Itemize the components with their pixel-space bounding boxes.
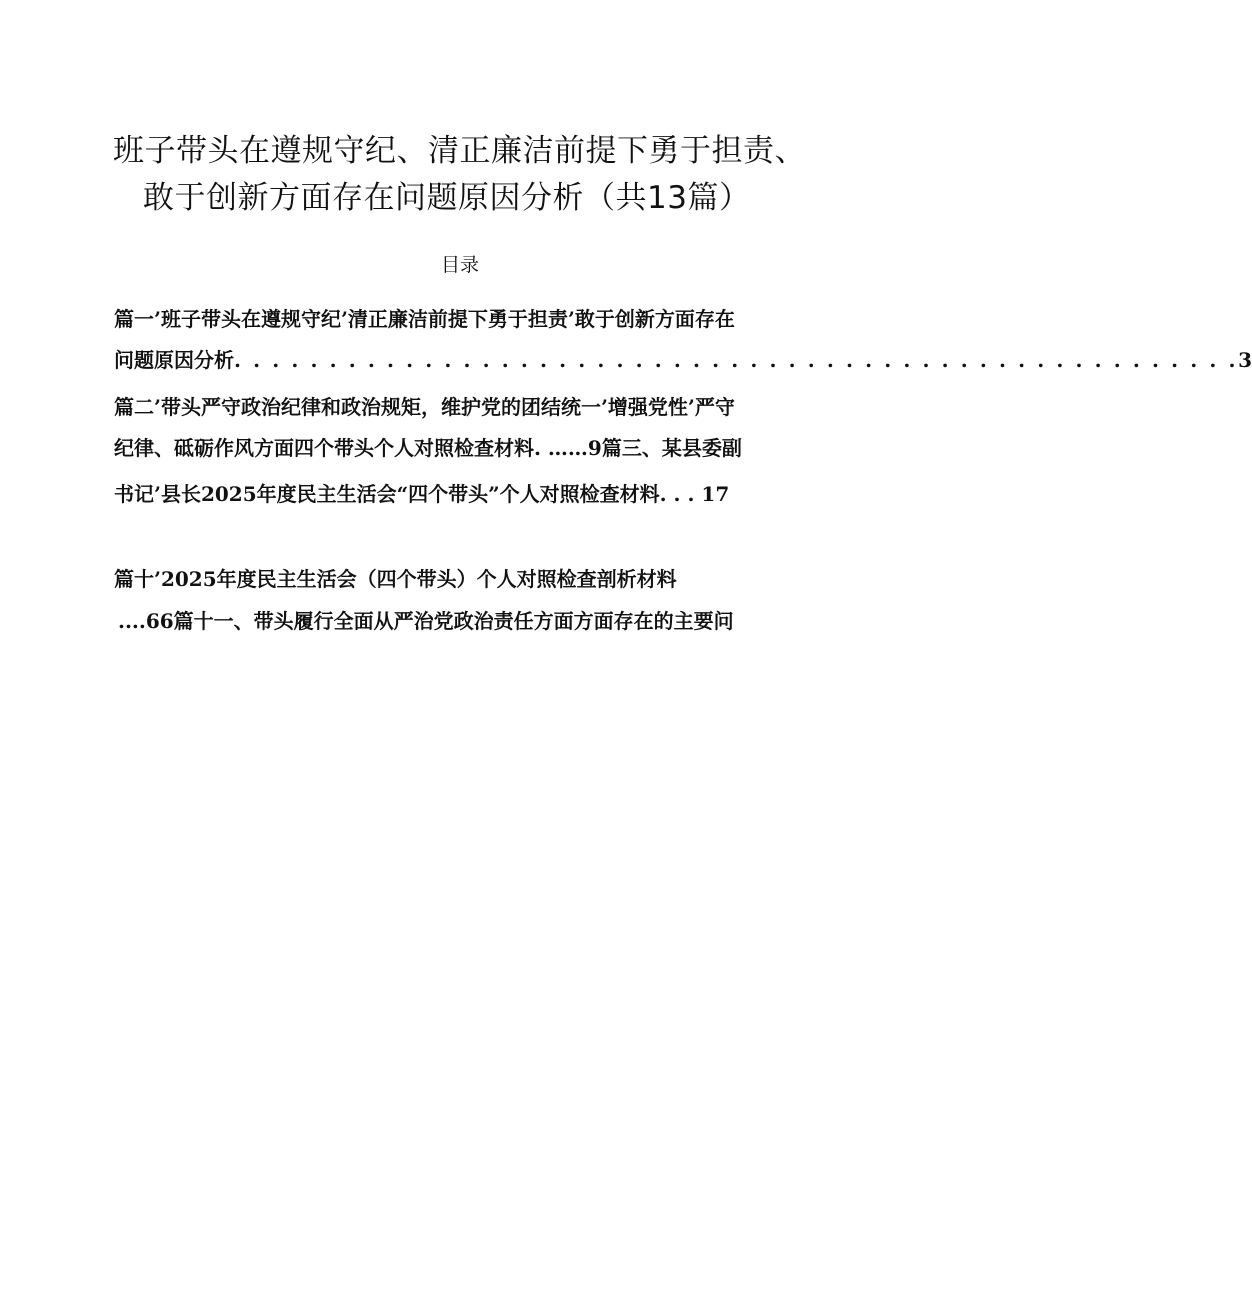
toc-entry-1-title-end: 问题原因分析 [114, 348, 234, 372]
document-title-line-2: 敢于创新方面存在问题原因分析（共13篇） [143, 180, 751, 216]
toc-entry-10-line-2: ....66篇十一、带头履行全面从严治党政治责任方面方面存在的主要问 [118, 609, 734, 633]
toc-entry-1-line-1: 篇一’班子带头在遵规守纪’清正廉洁前提下勇于担责’敢于创新方面存在 [114, 307, 735, 331]
toc-entry-3-line-2: 书记’县长2025年度民主生活会“四个带头”个人对照检查材料. . . 17 [114, 482, 730, 506]
toc-entry-10-line-1: 篇十’2025年度民主生活会（四个带头）个人对照检查剖析材料 [114, 567, 677, 591]
document-title-line-1: 班子带头在遵规守纪、清正廉洁前提下勇于担责、 [113, 133, 806, 169]
toc-entry-2-line-2: 纪律、砥砺作风方面四个带头个人对照检查材料. ……9篇三、某县委副 [114, 436, 742, 460]
toc-entry-1-page-number: 3 [1238, 348, 1252, 372]
toc-heading: 目录 [440, 254, 479, 276]
toc-entry-2-line-1: 篇二’带头严守政治纪律和政治规矩，维护党的团结统一’增强党性’严守 [114, 395, 735, 419]
toc-entry-1-line-2 [114, 344, 1252, 373]
toc-leader-dots: . . . . . . . . . . . . . . . . . . . . . . . . . . . . . . . . . . . . . . . . . . . . . . . . . . . . . [234, 348, 1239, 372]
